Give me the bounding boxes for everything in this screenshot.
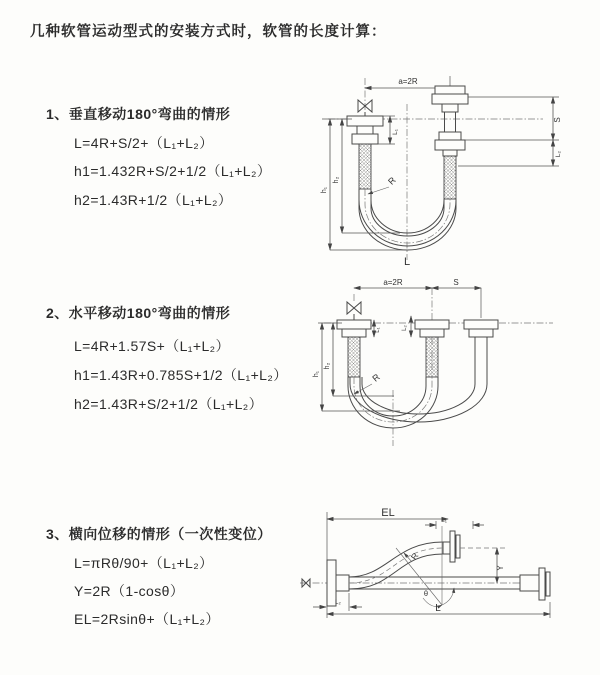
- dim-label-r: R: [370, 371, 382, 384]
- dimension-l1: [374, 320, 381, 337]
- dim-label-h1: h₁: [321, 186, 328, 194]
- diagram-1-drawing: [308, 62, 578, 267]
- diagram-lateral-displacement: [292, 498, 592, 658]
- section-3-formula-Y: Y=2R（1-cosθ）: [74, 583, 185, 599]
- diagram-vertical-move-180-bend: [308, 62, 578, 267]
- dimension-s-l2: [458, 97, 562, 166]
- section-3-heading: 3、横向位移的情形（一次性变位）: [46, 526, 272, 542]
- section-1-heading: 1、垂直移动180°弯曲的情形: [46, 106, 231, 122]
- braided-hose-section: [348, 337, 360, 377]
- dim-label-l: L: [435, 603, 441, 614]
- dim-label-h2: h₂: [333, 176, 340, 184]
- section-2-heading: 2、水平移动180°弯曲的情形: [46, 305, 231, 321]
- dim-label-l1: L₁: [375, 327, 381, 333]
- braided-hose-section: [444, 156, 456, 199]
- valve-icon: [347, 302, 361, 320]
- dim-label-l1: L₁: [441, 517, 447, 524]
- left-flange-assembly: [347, 116, 383, 189]
- section-1-formula-h1: h1=1.432R+S/2+1/2（L₁+L₂）: [74, 163, 272, 179]
- theta-angle-construction: [396, 526, 454, 606]
- dimension-y: [496, 548, 505, 583]
- dim-label-l2: L₂: [555, 150, 562, 158]
- right-flange-assembly: [432, 86, 468, 199]
- dimension-l: [327, 602, 550, 618]
- dim-label-l2: L₂: [335, 600, 341, 606]
- section-3-formula-EL: EL=2Rsinθ+（L₁+L₂）: [74, 611, 220, 627]
- diagram-2-drawing: [308, 276, 578, 461]
- dimension-l2: [313, 593, 362, 611]
- right-flange-assembly: [520, 568, 550, 600]
- dim-label-theta: θ: [423, 589, 429, 598]
- dimension-a2r-s: [354, 278, 481, 288]
- dim-label-r: R: [386, 175, 398, 187]
- middle-flange-assembly: [415, 320, 449, 377]
- dim-label-s: S: [453, 278, 459, 287]
- section-2-formula-L: L=4R+1.57S+（L₁+L₂）: [74, 338, 230, 354]
- braided-hose-section: [426, 337, 438, 377]
- hose-u-bend: [359, 189, 456, 250]
- dim-label-h1: h₁: [313, 370, 320, 378]
- page-title: 几种软管运动型式的安装方式时，软管的长度计算：: [30, 24, 387, 40]
- displaced-hose-curve: [349, 542, 443, 589]
- displaced-flange-assembly: [443, 531, 460, 562]
- dim-label-y: Y: [496, 565, 505, 571]
- dim-label-s: S: [553, 117, 562, 123]
- section-3-formula-L: L=πRθ/90+（L₁+L₂）: [74, 555, 214, 571]
- dim-label-el: EL: [381, 507, 395, 519]
- dim-label-a2r: a=2R: [383, 278, 403, 287]
- dim-label-h2: h₂: [324, 362, 331, 370]
- section-1-formula-h2: h2=1.43R+1/2（L₁+L₂）: [74, 192, 233, 208]
- dim-label-l1: L₁: [392, 129, 399, 135]
- right-flange-assembly: [464, 320, 498, 337]
- braided-hose-section: [359, 144, 371, 189]
- section-2-formula-h2: h2=1.43R+S/2+1/2（L₁+L₂）: [74, 396, 264, 412]
- diagram-horizontal-move-180-bend: [308, 276, 578, 461]
- dim-label-a2r: a=2R: [398, 77, 418, 86]
- radius-callout: [404, 551, 420, 562]
- left-flange-assembly: [337, 320, 371, 377]
- radius-callout: [368, 175, 398, 194]
- diagram-3-drawing: [292, 498, 592, 658]
- hose-u-bend-position-2: [350, 337, 487, 422]
- dim-label-l: L: [403, 256, 411, 267]
- section-2-formula-h1: h1=1.43R+0.785S+1/2（L₁+L₂）: [74, 367, 288, 383]
- dim-label-l2: L₂: [402, 325, 408, 331]
- dimension-l2: [402, 316, 411, 337]
- dim-label-r: R: [408, 550, 421, 562]
- section-1-formula-L: L=4R+S/2+（L₁+L₂）: [74, 135, 214, 151]
